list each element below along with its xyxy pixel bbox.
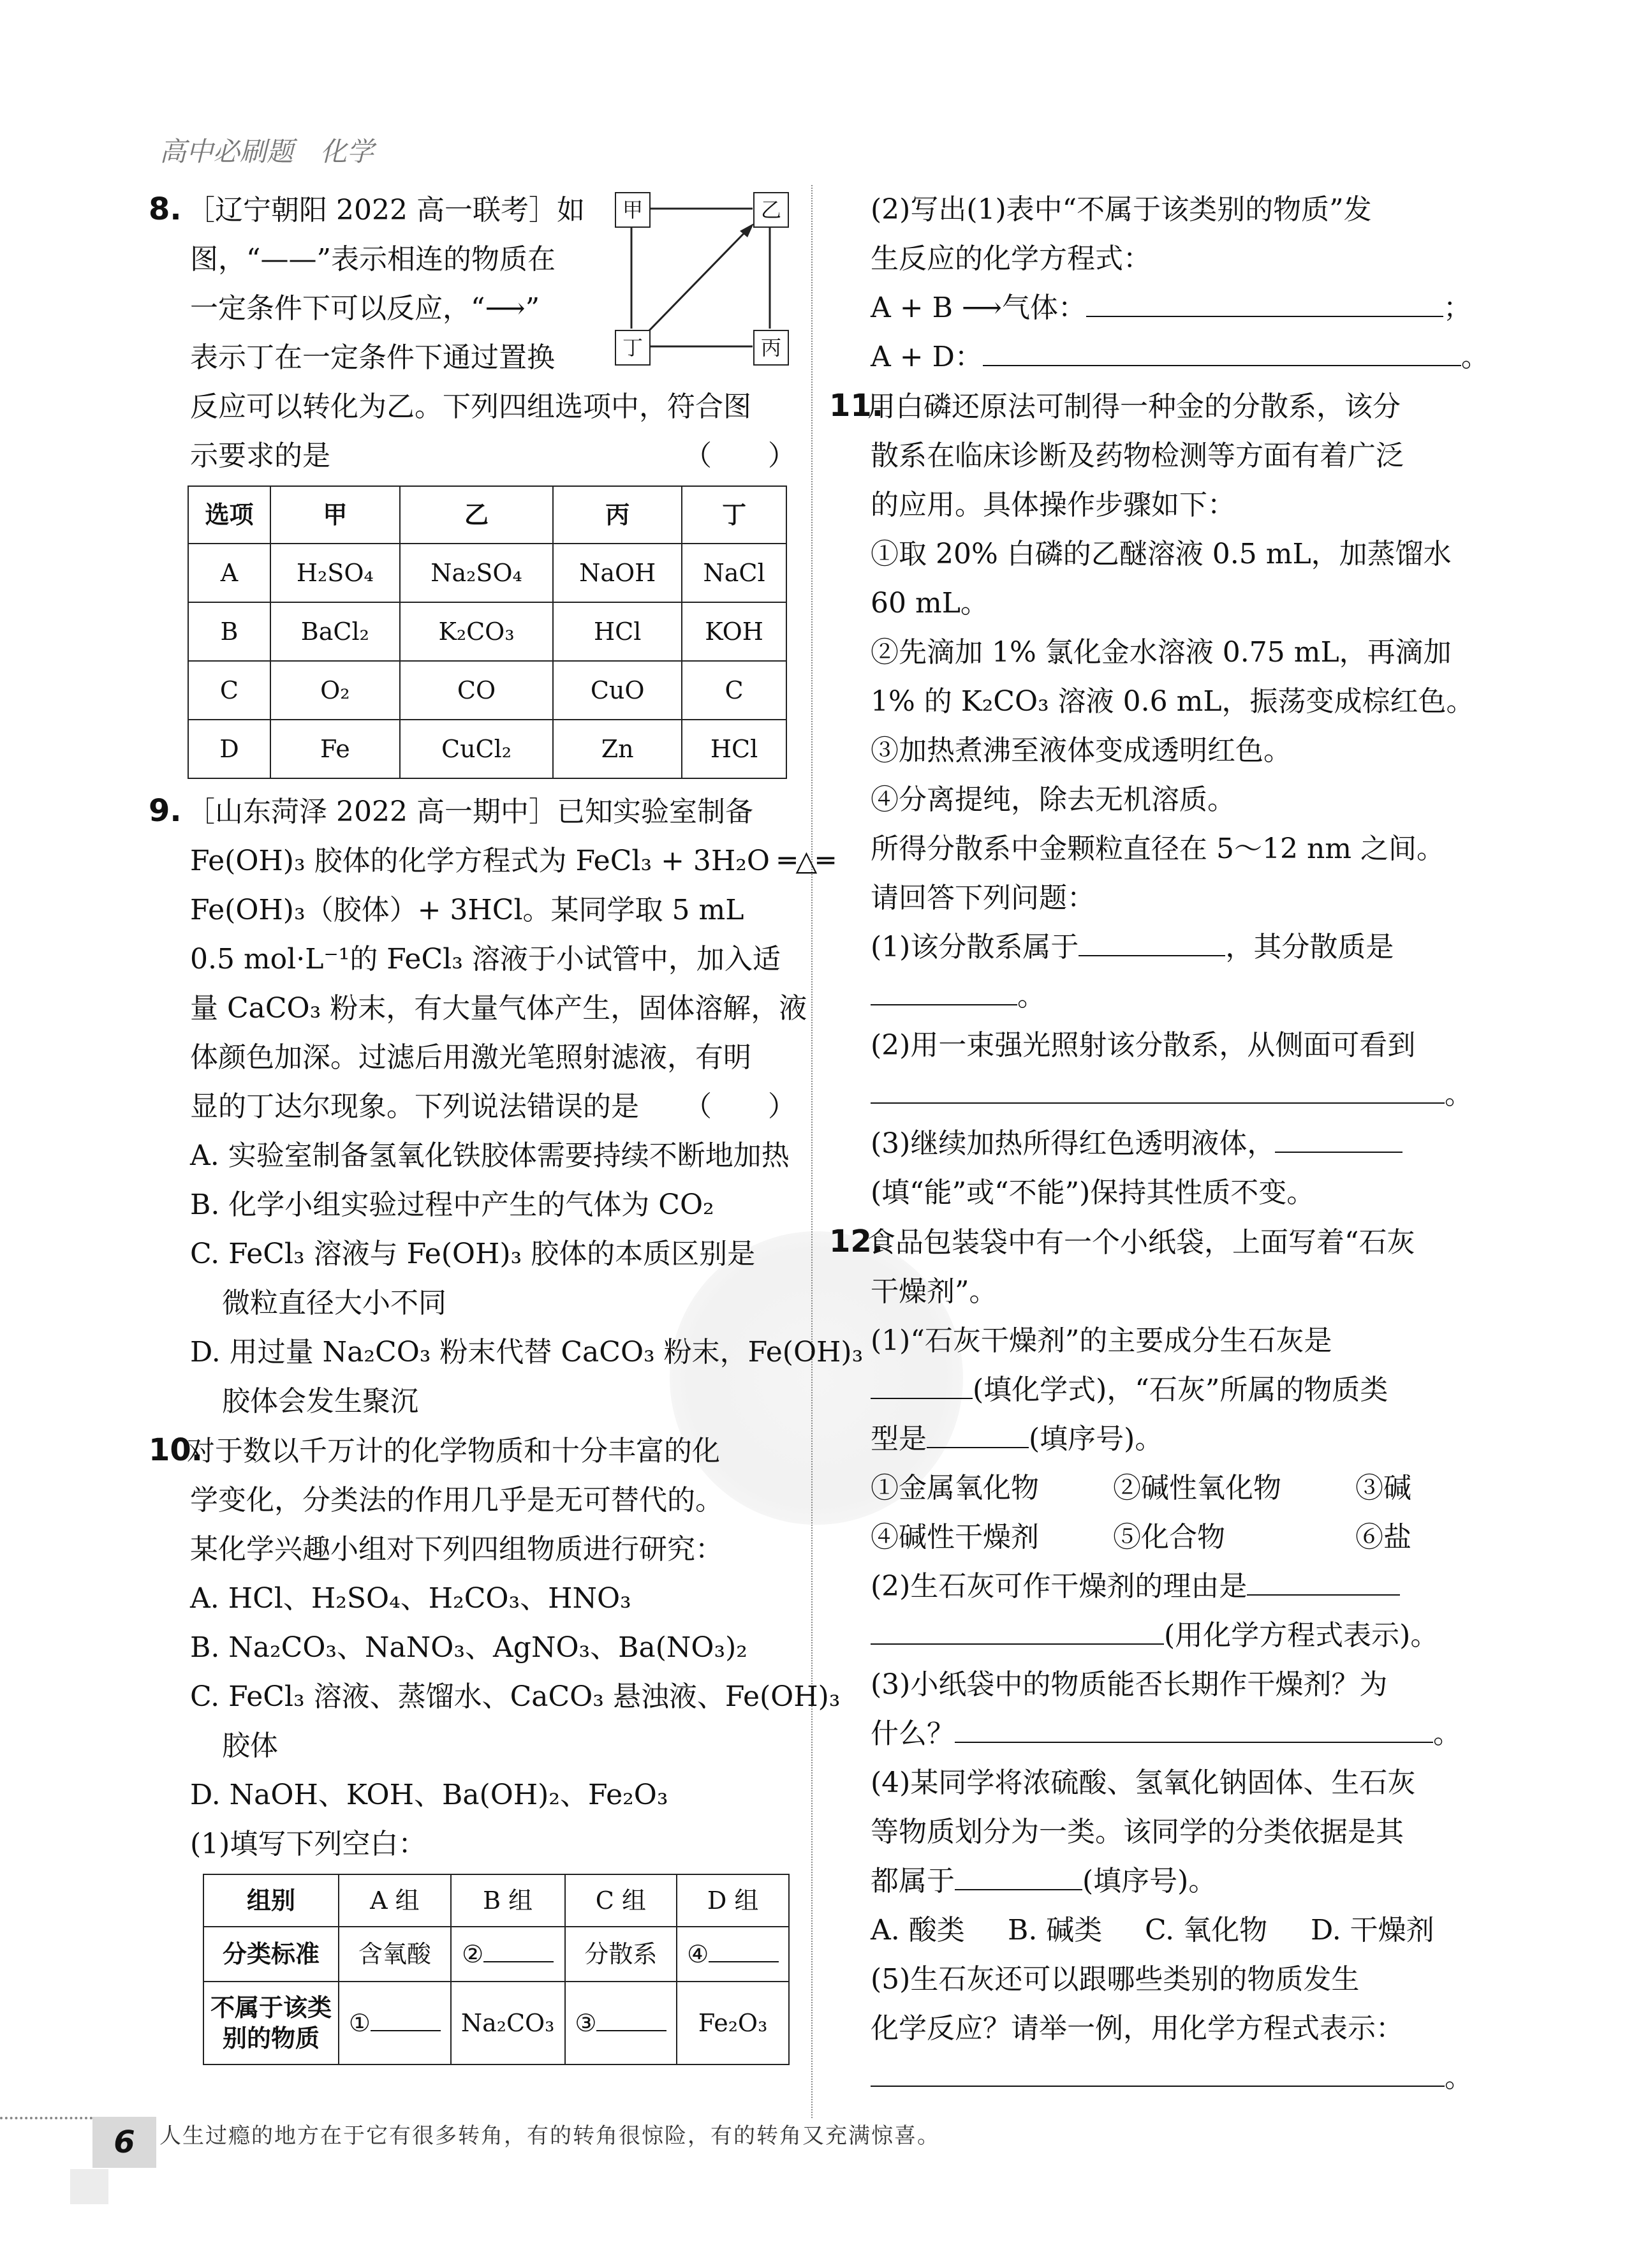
answer-blank[interactable] xyxy=(1086,290,1443,317)
table-row xyxy=(188,661,786,720)
q12-p3: 什么？ xyxy=(871,1717,955,1750)
punct: 。 xyxy=(1461,341,1489,373)
right-column xyxy=(829,185,1489,2102)
q10-number: 10. xyxy=(149,1432,203,1468)
table-cell: Fe₂O₃ xyxy=(677,1982,789,2064)
node-jia: 甲 xyxy=(615,192,651,228)
q11-line: 1% 的 K₂CO₃ 溶液 0.6 mL，振荡变成棕红色。 xyxy=(871,685,1475,718)
page-number: 6 xyxy=(92,2117,156,2168)
answer-blank[interactable] xyxy=(955,1716,1433,1743)
q9-option-c-cont: 微粒直径大小不同 xyxy=(222,1287,446,1319)
q8-line: ［辽宁朝阳 2022 高一联考］如 xyxy=(187,194,585,226)
table-cell: CO xyxy=(400,661,554,720)
punct: ； xyxy=(1443,292,1472,324)
answer-blank[interactable] xyxy=(1079,930,1225,956)
choice: ②碱性氧化物 xyxy=(1113,1472,1281,1504)
q12-line: 干燥剂”。 xyxy=(871,1275,998,1308)
q9-option-a: A. 实验室制备氢氧化铁胶体需要持续不断地加热 xyxy=(190,1139,790,1172)
q12-p4: (4)某同学将浓硫酸、氢氧化钠固体、生石灰 xyxy=(871,1767,1416,1799)
q11-line: 散系在临床诊断及药物检测等方面有着广泛 xyxy=(871,440,1404,472)
table-row xyxy=(188,602,786,661)
table-cell: NaOH xyxy=(553,544,682,602)
column-divider xyxy=(811,185,813,2118)
node-ding: 丁 xyxy=(615,330,651,366)
q9-option-d-cont: 胶体会发生聚沉 xyxy=(222,1385,418,1418)
q9-line: 显的丁达尔现象。下列说法错误的是 xyxy=(190,1090,639,1123)
q11-p3b: (填“能”或“不能”)保持其性质不变。 xyxy=(871,1176,1315,1209)
q9-line: 量 CaCO₃ 粉末，有大量气体产生，固体溶解，液 xyxy=(190,992,807,1025)
q9-line: 0.5 mol·L⁻¹的 FeCl₃ 溶液于小试管中，加入适 xyxy=(190,943,781,975)
blank-label: ① xyxy=(348,2008,371,2037)
answer-blank[interactable] xyxy=(955,1864,1082,1890)
punct: 。 xyxy=(1445,1078,1473,1111)
answer-blank[interactable] xyxy=(871,1618,1164,1645)
q8-line: 图，“——”表示相连的物质在 xyxy=(190,243,556,276)
q12-p4: 等物质划分为一类。该同学的分类依据是其 xyxy=(871,1816,1404,1848)
q11-line: 用白磷还原法可制得一种金的分散系，该分 xyxy=(867,390,1401,423)
table-cell: D xyxy=(188,720,270,778)
q11-line: 的应用。具体操作步骤如下： xyxy=(871,489,1235,521)
q9-line: 体颜色加深。过滤后用激光笔照射滤液，有明 xyxy=(190,1041,751,1074)
q10-sub2: (2)写出(1)表中“不属于该类别的物质”发 xyxy=(871,193,1372,226)
punct: 。 xyxy=(1445,2061,1473,2094)
q8-line: 反应可以转化为乙。下列四组选项中，符合图 xyxy=(190,390,751,423)
blank-3[interactable] xyxy=(565,1982,677,2064)
table-header: 甲 xyxy=(270,486,400,544)
answer-blank[interactable] xyxy=(1247,1569,1400,1596)
answer-blank[interactable] xyxy=(871,2060,1445,2087)
q10-option-a: A. HCl、H₂SO₄、H₂CO₃、HNO₃ xyxy=(190,1582,631,1615)
table-cell: C xyxy=(188,661,270,720)
table-cell: NaCl xyxy=(682,544,786,602)
q12-p2: (用化学方程式表示)。 xyxy=(1164,1619,1439,1652)
table-cell: B xyxy=(188,602,270,661)
table-row xyxy=(188,544,786,602)
blank-4[interactable] xyxy=(677,1927,789,1982)
question-12 xyxy=(829,1217,1476,2102)
choice: ④碱性干燥剂 xyxy=(871,1521,1039,1553)
q8-line: 表示丁在一定条件下通过置换 xyxy=(190,341,555,374)
q12-line: 食品包装袋中有一个小纸袋，上面写着“石灰 xyxy=(867,1226,1415,1259)
choice: ①金属氧化物 xyxy=(871,1472,1039,1504)
table-cell: A xyxy=(188,544,270,602)
q8-options-table xyxy=(188,485,787,779)
q11-line: ④分离提纯，除去无机溶质。 xyxy=(871,783,1235,816)
q12-p5: 化学反应？请举一例，用化学方程式表示： xyxy=(871,2012,1404,2045)
answer-blank[interactable] xyxy=(871,979,1017,1005)
q11-line: 60 mL。 xyxy=(871,587,989,619)
q8-number: 8. xyxy=(149,191,182,227)
blank-label: ② xyxy=(462,1939,484,1968)
q11-line: ③加热煮沸至液体变成透明红色。 xyxy=(871,734,1292,767)
table-cell: 含氧酸 xyxy=(339,1927,451,1982)
q10-option-b: B. Na₂CO₃、NaNO₃、AgNO₃、Ba(NO₃)₂ xyxy=(190,1631,747,1664)
question-10 xyxy=(149,1426,841,2065)
table-cell: Na₂SO₄ xyxy=(400,544,554,602)
choice: C. 氧化物 xyxy=(1145,1914,1268,1946)
q12-p1: (填序号)。 xyxy=(1029,1423,1163,1455)
q12-p2: (2)生石灰可作干燥剂的理由是 xyxy=(871,1570,1248,1603)
q11-p3: (3)继续加热所得红色透明液体， xyxy=(871,1127,1276,1160)
node-yi: 乙 xyxy=(753,192,789,228)
table-cell: HCl xyxy=(553,602,682,661)
footer-motto: 人生过瘾的地方在于它有很多转角，有的转角很惊险，有的转角又充满惊喜。 xyxy=(159,2123,940,2149)
q11-line: ①取 20% 白磷的乙醚溶液 0.5 mL，加蒸馏水 xyxy=(871,538,1452,570)
q11-p1: (1)该分散系属于 xyxy=(871,931,1079,963)
q9-option-c: C. FeCl₃ 溶液与 Fe(OH)₃ 胶体的本质区别是 xyxy=(190,1238,756,1270)
table-cell: CuCl₂ xyxy=(400,720,554,778)
q10-option-d: D. NaOH、KOH、Ba(OH)₂、Fe₂O₃ xyxy=(190,1779,668,1811)
q10-option-c-cont: 胶体 xyxy=(222,1730,278,1762)
blank-label: ④ xyxy=(687,1939,709,1968)
answer-paren: （ ） xyxy=(684,1090,796,1123)
footer-dotted-rule xyxy=(0,2117,92,2119)
table-row xyxy=(188,720,786,778)
table-header: 丁 xyxy=(682,486,786,544)
choice: B. 碱类 xyxy=(1008,1914,1103,1946)
q9-line: Fe(OH)₃（胶体）+ 3HCl。某同学取 5 mL xyxy=(190,894,744,926)
answer-blank[interactable] xyxy=(871,1077,1445,1104)
row-label: 分类标准 xyxy=(203,1927,339,1982)
punct: 。 xyxy=(1017,980,1045,1012)
table-header: C 组 xyxy=(565,1874,677,1927)
answer-blank[interactable] xyxy=(927,1421,1029,1448)
table-row xyxy=(203,1927,789,1982)
q11-line: ②先滴加 1% 氯化金水溶液 0.75 mL，再滴加 xyxy=(871,636,1452,669)
table-cell: BaCl₂ xyxy=(270,602,400,661)
q9-number: 9. xyxy=(149,793,182,829)
q10-option-c: C. FeCl₃ 溶液、蒸馏水、CaCO₃ 悬浊液、Fe(OH)₃ xyxy=(190,1680,841,1713)
q12-number: 12. xyxy=(829,1224,884,1259)
table-cell: H₂SO₄ xyxy=(270,544,400,602)
q9-option-b: B. 化学小组实验过程中产生的气体为 CO₂ xyxy=(190,1189,714,1221)
q10-eq1: A + B ⟶气体： xyxy=(871,292,1087,324)
q10-eq2: A + D： xyxy=(871,341,983,373)
q12-p4: (填序号)。 xyxy=(1082,1865,1217,1897)
q10-line: 某化学兴趣小组对下列四组物质进行研究： xyxy=(190,1533,723,1566)
q8-line: 示要求的是 xyxy=(190,440,330,472)
table-header: D 组 xyxy=(677,1874,789,1927)
choice: ③碱 xyxy=(1355,1472,1411,1504)
q12-p1: (1)“石灰干燥剂”的主要成分生石灰是 xyxy=(871,1324,1332,1357)
blank-2[interactable] xyxy=(451,1927,565,1982)
q10-sub1: (1)填写下列空白： xyxy=(190,1828,427,1860)
q12-p1: (填化学式)，“石灰”所属的物质类 xyxy=(973,1374,1388,1406)
table-header: A 组 xyxy=(339,1874,451,1927)
page-header: 高中必刷题 化学 xyxy=(159,136,374,167)
blank-label: ③ xyxy=(575,2008,597,2037)
q9-line: Fe(OH)₃ 胶体的化学方程式为 FeCl₃ + 3H₂O ═△═ xyxy=(190,845,834,877)
table-cell: Na₂CO₃ xyxy=(451,1982,565,2064)
table-cell: CuO xyxy=(553,661,682,720)
q11-p2: (2)用一束强光照射该分散系，从侧面可看到 xyxy=(871,1029,1416,1062)
table-cell: 分散系 xyxy=(565,1927,677,1982)
answer-paren: （ ） xyxy=(684,440,796,472)
q12-p1: 型是 xyxy=(871,1423,927,1455)
choice: A. 酸类 xyxy=(871,1914,965,1946)
q10-classification-table xyxy=(203,1874,790,2065)
table-cell: K₂CO₃ xyxy=(400,602,554,661)
table-cell: HCl xyxy=(682,720,786,778)
table-row xyxy=(203,1982,789,2064)
q11-line: 所得分散系中金颗粒直径在 5～12 nm 之间。 xyxy=(871,833,1445,865)
q12-p5: (5)生石灰还可以跟哪些类别的物质发生 xyxy=(871,1963,1360,1996)
q10-line: 学变化，分类法的作用几乎是无可替代的。 xyxy=(190,1484,723,1516)
table-cell: O₂ xyxy=(270,661,400,720)
table-cell: C xyxy=(682,661,786,720)
punct: 。 xyxy=(1433,1717,1461,1750)
row-label: 不属于该类别的物质 xyxy=(203,1982,339,2064)
question-8 xyxy=(149,185,796,779)
blank-1[interactable] xyxy=(339,1982,451,2064)
table-header: 选项 xyxy=(188,486,270,544)
q9-line: ［山东菏泽 2022 高一期中］已知实验室制备 xyxy=(187,796,753,828)
q12-p3: (3)小纸袋中的物质能否长期作干燥剂？为 xyxy=(871,1668,1388,1701)
choice: ⑥盐 xyxy=(1355,1521,1411,1553)
q11-p1: ，其分散质是 xyxy=(1225,931,1394,963)
q9-option-d: D. 用过量 Na₂CO₃ 粉末代替 CaCO₃ 粉末，Fe(OH)₃ xyxy=(190,1336,864,1368)
q8-line: 一定条件下可以反应，“⟶” xyxy=(190,292,540,325)
q11-line: 请回答下列问题： xyxy=(871,882,1095,914)
table-header: 丙 xyxy=(553,486,682,544)
question-11 xyxy=(829,382,1476,1217)
table-cell: Zn xyxy=(553,720,682,778)
table-cell: Fe xyxy=(270,720,400,778)
choice: D. 干燥剂 xyxy=(1311,1914,1434,1946)
node-bing: 丙 xyxy=(753,330,789,366)
choice: ⑤化合物 xyxy=(1113,1521,1225,1553)
answer-blank[interactable] xyxy=(1275,1126,1402,1153)
table-cell: KOH xyxy=(682,602,786,661)
table-header: B 组 xyxy=(451,1874,565,1927)
answer-blank[interactable] xyxy=(871,1372,973,1399)
answer-blank[interactable] xyxy=(983,339,1461,366)
q10-line: 对于数以千万计的化学物质和十分丰富的化 xyxy=(187,1435,720,1467)
question-10-cont xyxy=(832,185,1489,382)
table-header: 组别 xyxy=(203,1874,339,1927)
corner-decoration xyxy=(70,2169,108,2204)
q11-number: 11. xyxy=(829,388,884,424)
q10-sub2b: 生反应的化学方程式： xyxy=(871,242,1151,275)
q12-p4: 都属于 xyxy=(871,1865,955,1897)
table-header: 乙 xyxy=(400,486,554,544)
